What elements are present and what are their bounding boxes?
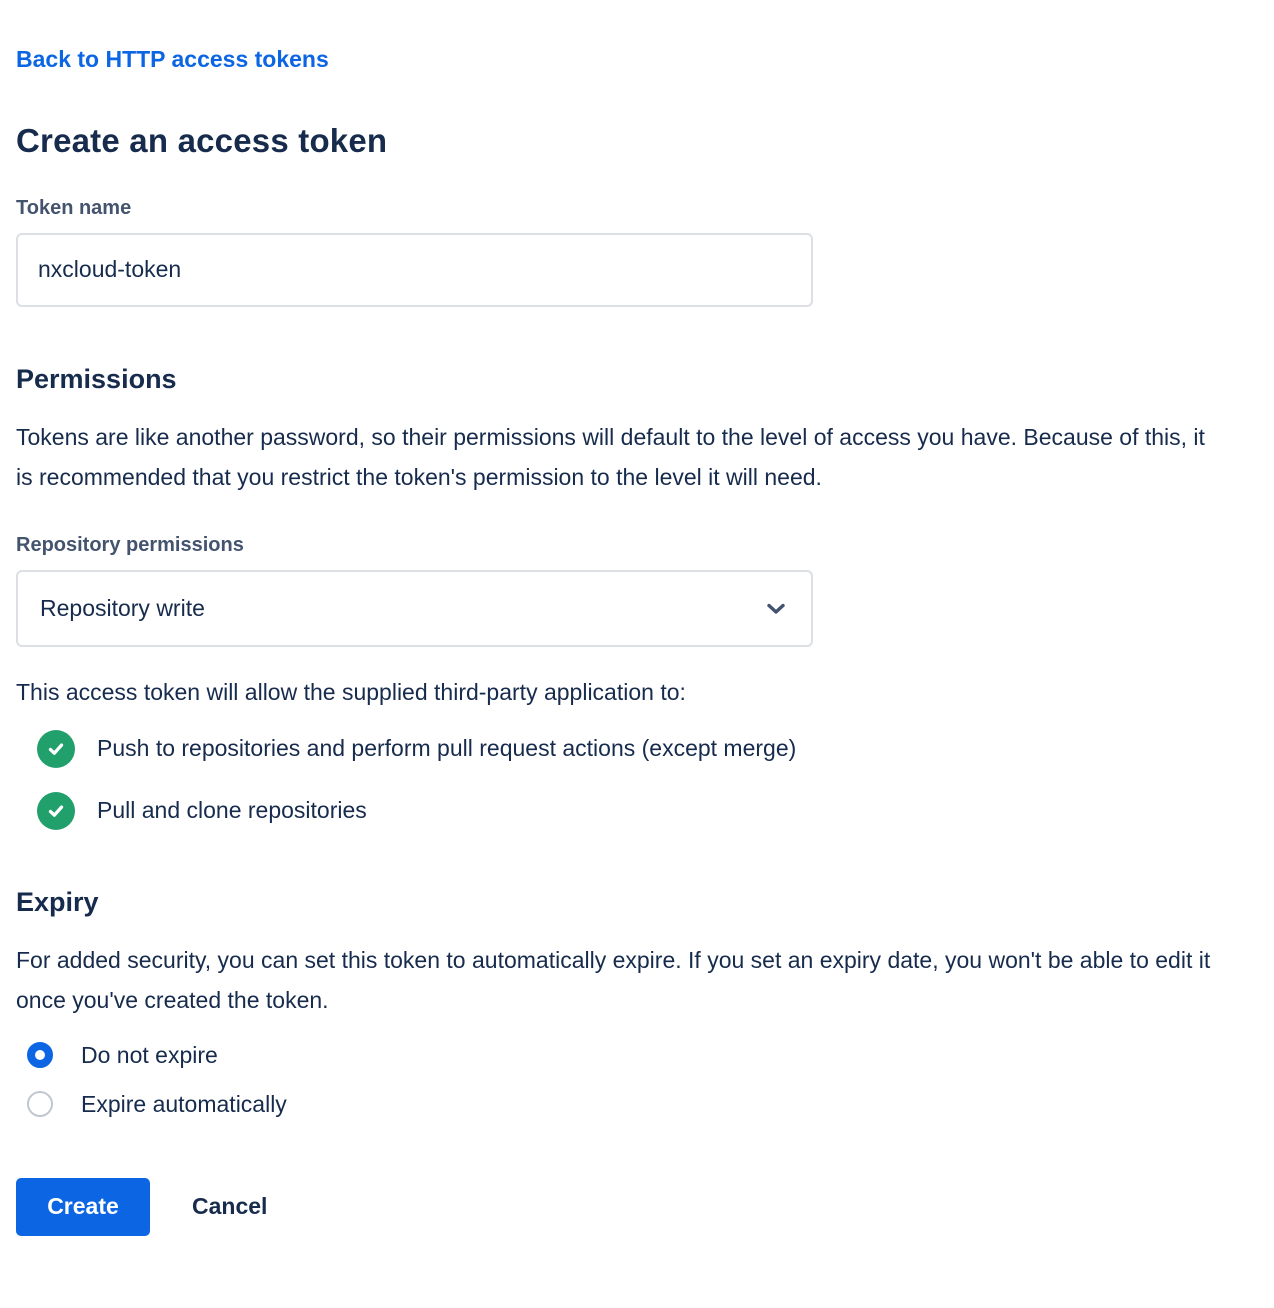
create-button[interactable]: Create <box>16 1178 150 1236</box>
expiry-heading: Expiry <box>16 886 99 917</box>
token-name-input[interactable] <box>16 233 813 307</box>
expiry-description: For added security, you can set this token to automatically expire. If you set an expiry date, you won't be able to edit it once you've created the token. <box>16 946 1211 1013</box>
cancel-button[interactable]: Cancel <box>170 1178 289 1236</box>
capability-text: Pull and clone repositories <box>97 797 367 824</box>
capability-row <box>37 792 1242 830</box>
token-name-label: Token name <box>16 196 132 219</box>
radio-label: Do not expire <box>81 1041 218 1068</box>
radio-selected-icon[interactable] <box>27 1042 53 1068</box>
page-title: Create an access token <box>16 121 388 159</box>
permissions-description: Tokens are like another password, so their permissions will default to the level of access you have. Because of this, it is recommended that you restrict the token's permission to the level it will need. <box>16 423 1205 490</box>
radio-label: Expire automatically <box>81 1090 287 1117</box>
chevron-down-icon <box>763 595 789 621</box>
back-to-http-access-tokens-link[interactable]: Back to HTTP access tokens <box>16 46 329 72</box>
radio-option-do-not-expire[interactable] <box>27 1042 1242 1069</box>
check-icon <box>37 792 75 830</box>
radio-unselected-icon[interactable] <box>27 1091 53 1117</box>
repository-permissions-select[interactable] <box>16 570 813 647</box>
capability-text: Push to repositories and perform pull request actions (except merge) <box>97 735 797 762</box>
radio-option-expire-automatically[interactable] <box>27 1091 1242 1118</box>
allow-intro-text: This access token will allow the supplied third-party application to: <box>16 678 686 705</box>
check-icon <box>37 730 75 768</box>
form-actions <box>16 1178 1242 1236</box>
capability-row <box>37 730 1242 768</box>
repository-permissions-label: Repository permissions <box>16 533 244 556</box>
permissions-heading: Permissions <box>16 363 177 394</box>
repository-permissions-selected-value: Repository write <box>40 594 205 621</box>
